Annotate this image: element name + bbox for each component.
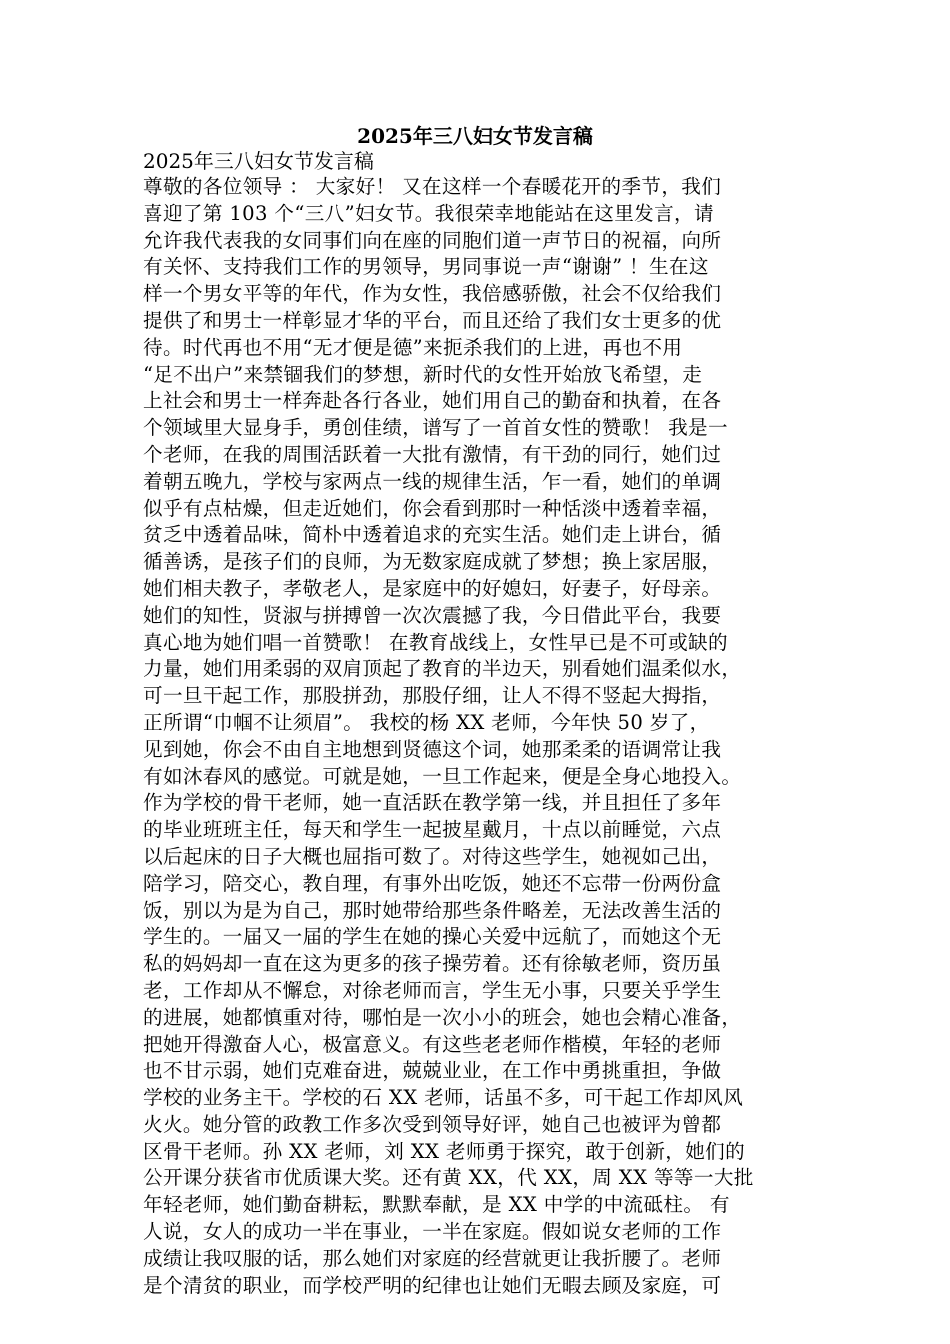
- body-text-line: 力量，她们用柔弱的双肩顶起了教育的半边天，别看她们温柔似水，: [143, 657, 742, 681]
- body-text-line: 公开课分获省市优质课大奖。还有黄 XX，代 XX，周 XX 等等一大批: [143, 1166, 754, 1190]
- body-text-line: 喜迎了第 103 个“三八”妇女节。我很荣幸地能站在这里发言，请: [143, 201, 714, 225]
- body-text-line: 的进展，她都慎重对待，哪怕是一次小小的班会，她也会精心准备，: [143, 1005, 742, 1029]
- body-text-line: 以后起床的日子大概也屈指可数了。对待这些学生，她视如己出，: [143, 844, 722, 868]
- body-text-line: 似乎有点枯燥，但走近她们，你会看到那时一种恬淡中透着幸福，: [143, 496, 722, 520]
- body-text-line: 有关怀、支持我们工作的男领导，男同事说一声“谢谢” ！生在这: [143, 255, 709, 279]
- body-text-line: 老，工作却从不懈怠，对徐老师而言，学生无小事，只要关乎学生: [143, 978, 722, 1002]
- body-text-line: 待。时代再也不用“无才便是德”来扼杀我们的上进，再也不用: [143, 335, 683, 359]
- body-text-line: “足不出户”来禁锢我们的梦想，新时代的女性开始放飞希望，走: [143, 362, 703, 386]
- body-text-line: 区骨干老师。孙 XX 老师，刘 XX 老师勇于探究，敢于创新，她们的: [143, 1139, 746, 1163]
- body-text-line: 成绩让我叹服的话，那么她们对家庭的经营就更让我折腰了。老师: [143, 1246, 722, 1270]
- document-title: 2025年三八妇女节发言稿: [357, 124, 593, 148]
- body-text-line: 她们的知性，贤淑与拼搏曾一次次震撼了我，今日借此平台，我要: [143, 603, 722, 627]
- body-text-line: 尊敬的各位领导 ： 大家好！ 又在这样一个春暖花开的季节，我们: [143, 175, 722, 198]
- body-text-line: 允许我代表我的女同事们向在座的同胞们道一声节日的祝福，向所: [143, 228, 722, 252]
- body-text-line: 把她开得激奋人心，极富意义。有这些老老师作楷模，年轻的老师: [143, 1032, 722, 1056]
- body-text-line: 着朝五晚九，学校与家两点一线的规律生活，乍一看，她们的单调: [143, 469, 722, 493]
- body-text-line: 学生的。一届又一届的学生在她的操心关爱中远航了，而她这个无: [143, 925, 722, 949]
- body-text-line: 提供了和男士一样彰显才华的平台，而且还给了我们女士更多的优: [143, 308, 722, 332]
- body-text-line: 的毕业班班主任，每天和学生一起披星戴月，十点以前睡觉，六点: [143, 818, 722, 842]
- body-text-line: 可一旦干起工作，那股拼劲，那股仔细，让人不得不竖起大拇指，: [143, 684, 722, 708]
- body-text-line: 个领域里大显身手，勇创佳绩，谱写了一首首女性的赞歌！ 我是一: [143, 416, 728, 440]
- body-text-line: 正所谓“巾帼不让须眉”。 我校的杨 XX 老师，今年快 50 岁了，: [143, 710, 710, 734]
- body-text-line: 见到她，你会不由自主地想到贤德这个词，她那柔柔的语调常让我: [143, 737, 722, 761]
- body-text-line: 年轻老师，她们勤奋耕耘，默默奉献，是 XX 中学的中流砥柱。 有: [143, 1193, 730, 1217]
- body-text-line: 上社会和男士一样奔赴各行各业，她们用自己的勤奋和执着，在各: [143, 389, 722, 413]
- body-text-line: 陪学习，陪交心，教自理，有事外出吃饭，她还不忘带一份两份盒: [143, 871, 722, 895]
- body-text-line: 人说，女人的成功一半在事业，一半在家庭。假如说女老师的工作: [143, 1220, 722, 1244]
- body-text-line: 她们相夫教子，孝敬老人，是家庭中的好媳妇，好妻子，好母亲。: [143, 576, 722, 600]
- body-text-line: 真心地为她们唱一首赞歌！ 在教育战线上，女性早已是不可或缺的: [143, 630, 728, 654]
- body-text-line: 学校的业务主干。学校的石 XX 老师，话虽不多，可干起工作却风风: [143, 1086, 744, 1110]
- body-text-line: 个老师，在我的周围活跃着一大批有激情，有干劲的同行，她们过: [143, 442, 722, 466]
- body-text-line: 私的妈妈却一直在这为更多的孩子操劳着。还有徐敏老师，资历虽: [143, 952, 722, 976]
- body-text-line: 贫乏中透着品味，简朴中透着追求的充实生活。她们走上讲台，循: [143, 523, 722, 547]
- body-text-line: 有如沐春风的感觉。可就是她，一旦工作起来，便是全身心地投入。: [143, 764, 742, 788]
- document-body: [143, 174, 803, 1299]
- body-text-line: 饭，别以为是为自己，那时她带给那些条件略差，无法改善生活的: [143, 898, 722, 922]
- body-text-line: 循善诱，是孩子们的良师，为无数家庭成就了梦想；换上家居服，: [143, 550, 722, 574]
- document-subtitle: 2025年三八妇女节发言稿: [143, 149, 374, 173]
- body-text-line: 火火。她分管的政教工作多次受到领导好评，她自己也被评为曾都: [143, 1112, 722, 1136]
- body-text-line: 也不甘示弱，她们克难奋进，兢兢业业，在工作中勇挑重担，争做: [143, 1059, 722, 1083]
- body-text-line: 作为学校的骨干老师，她一直活跃在教学第一线，并且担任了多年: [143, 791, 722, 815]
- body-text-line: 样一个男女平等的年代，作为女性，我倍感骄傲，社会不仅给我们: [143, 282, 722, 306]
- body-text-line: 是个清贫的职业，而学校严明的纪律也让她们无暇去顾及家庭，可: [143, 1273, 722, 1297]
